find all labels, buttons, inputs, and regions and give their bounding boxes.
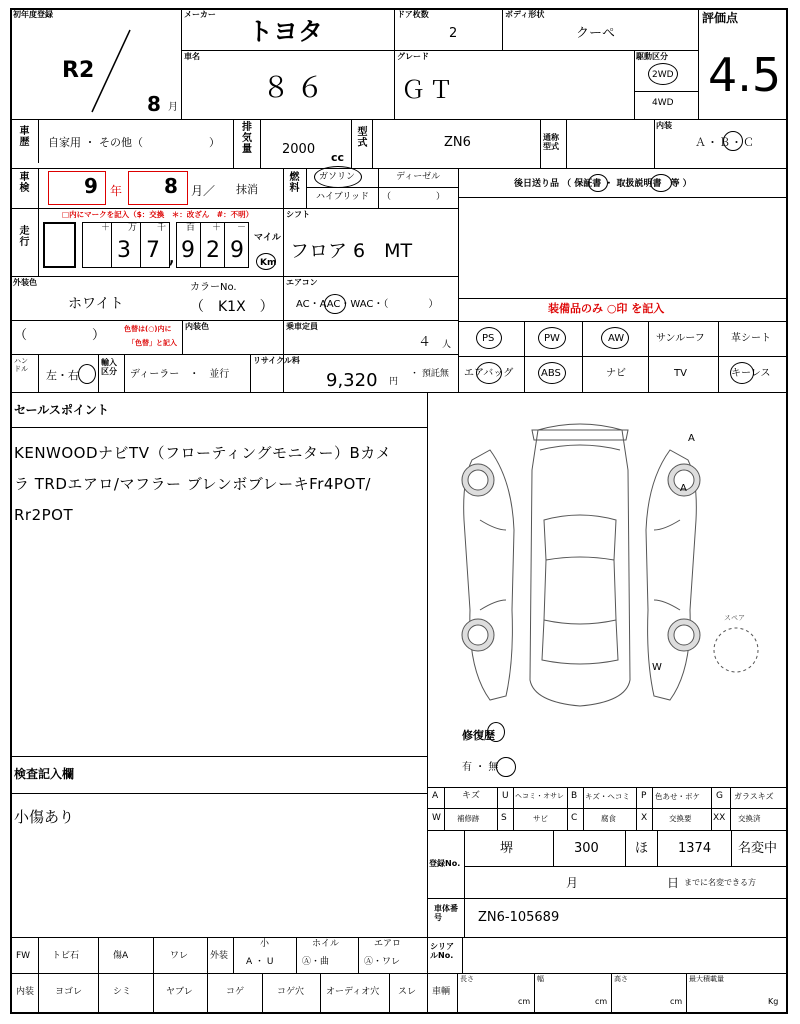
damage-mark-a1: A — [688, 433, 695, 444]
warranty-circle — [588, 174, 608, 192]
interior-label: 内装 — [16, 987, 35, 997]
drive-label: 駆動区分 — [636, 52, 668, 61]
repair-none-circle — [496, 757, 516, 777]
legend-a-code: A — [432, 791, 439, 801]
fw-chip: トビ石 — [52, 951, 80, 961]
recycle-fee: 9,320 — [326, 370, 378, 391]
chassis-label: 車体番号 — [434, 904, 458, 922]
maker: トヨタ — [248, 17, 324, 46]
drive-2wd: 2WD — [652, 70, 674, 80]
reg-month: 8 — [147, 92, 161, 116]
exterior-label: 外装 — [210, 951, 229, 961]
equip-airbag-circle — [476, 362, 502, 384]
color-change-paren: （ ） — [14, 328, 106, 343]
legend-p-code: P — [641, 791, 647, 801]
equip-tv: TV — [674, 368, 687, 379]
color-no-label: カラーNo. — [190, 282, 237, 293]
equip-leather: 革シート — [731, 333, 771, 344]
legend-b-text: キズ・ヘコミ — [585, 792, 630, 801]
displacement-label: 排気量 — [242, 122, 252, 155]
doors-label: ドア枚数 — [397, 10, 429, 19]
interior-stain: シミ — [113, 987, 132, 997]
legend-xx-text: 交換済 — [738, 814, 761, 823]
exterior-aero-opts: Ⓐ・ワレ — [364, 957, 401, 967]
score-label: 評価点 — [702, 11, 739, 25]
legend-u-code: U — [502, 791, 509, 801]
interior-burn-hole: コゲ穴 — [277, 987, 305, 997]
legend-w-code: W — [432, 813, 441, 823]
mileage-mark-box — [43, 222, 76, 268]
color-change-note-2: 「色替」と記入 — [128, 339, 177, 347]
capacity: ４ — [418, 335, 432, 350]
inspection-label: 車検 — [19, 172, 30, 194]
inspection-year: 9 — [84, 174, 98, 198]
sales-line-1: KENWOODナビTV（フローティングモニター）Bカメ — [14, 444, 392, 462]
regno-place: 堺 — [500, 841, 514, 856]
maker-label: メーカー — [184, 10, 216, 19]
fw-label: FW — [16, 951, 31, 961]
mileage-digit-3: 9 — [181, 238, 195, 263]
fuel-label: 燃料 — [289, 172, 300, 194]
recycle-unit: 円 — [389, 377, 399, 387]
legend-p-text: 色あせ・ボケ — [655, 792, 700, 801]
legend-x-text: 交換要 — [669, 814, 692, 823]
equip-ps-circle — [476, 327, 502, 349]
repair-value: 有 ・ 無 — [462, 762, 499, 773]
load-unit: Kg — [768, 997, 779, 1006]
mileage-label: 走行 — [19, 226, 30, 248]
equip-aw-circle — [601, 327, 629, 349]
equip-airbag: エアバッグ — [464, 368, 514, 379]
inspection-year-unit: 年 — [110, 184, 123, 198]
interior-dirt: ヨゴレ — [55, 987, 83, 997]
equip-abs-circle — [538, 362, 566, 384]
regno-class: 300 — [574, 841, 599, 856]
shift: フロア 6 MT — [290, 240, 413, 262]
mileage-digit-4: 2 — [206, 238, 220, 263]
reg-year: R2 — [62, 58, 95, 83]
mileage-digit-2: 7 — [146, 238, 160, 263]
repair-label-circle — [487, 722, 505, 742]
color-change-note-1: 色替は(○)内に — [124, 325, 172, 333]
mileage-minus: － — [237, 223, 247, 233]
regno-deadline: までに名変できる方 — [684, 878, 756, 887]
mileage-digit-5: 9 — [230, 238, 244, 263]
recycle-label: リサイクル料 — [253, 356, 300, 365]
chassis-number: ZN6-105689 — [478, 910, 560, 925]
handle-label: ハンドル — [14, 357, 28, 373]
legend-s-code: S — [501, 813, 507, 823]
body-type: クーペ — [576, 26, 616, 41]
inspection-month: 8 — [164, 174, 178, 198]
length-label: 長さ — [460, 975, 474, 983]
sales-line-3: Rr2POT — [14, 506, 74, 524]
inspection-notes-label: 検査記入欄 — [14, 767, 75, 781]
reg-month-unit: 月 — [168, 102, 178, 113]
width-label: 幅 — [537, 975, 544, 983]
grade-label: グレード — [397, 52, 429, 61]
legend-g-code: G — [716, 791, 723, 801]
inspection-month-unit: 月／ — [191, 184, 216, 198]
regno-transfer: 名変中 — [738, 841, 778, 856]
serial-label: シリアルNo. — [430, 942, 454, 960]
regno-number: 1374 — [678, 841, 712, 856]
after-delivery: 後日送り品 （ 保証書 ・ 取扱説明書 等 ） — [514, 179, 692, 189]
damage-mark-a2: A — [680, 483, 687, 494]
height-label: 高さ — [614, 975, 628, 983]
color-label: 外装色 — [13, 278, 37, 287]
car-damage-diagram — [440, 410, 780, 730]
equip-ps: PS — [482, 333, 495, 344]
exterior-wheel-opts: Ⓐ・曲 — [302, 957, 330, 967]
score: 4.5 — [708, 48, 782, 102]
body-label: ボディ形状 — [505, 10, 545, 19]
regno-month: 月 — [566, 876, 579, 890]
damage-mark-w: W — [652, 662, 662, 673]
size-label: 車輌 — [432, 987, 451, 997]
spare-label: スペア — [724, 614, 745, 622]
mileage-comma: , — [168, 244, 175, 269]
color-no: （ K1X ） — [190, 299, 274, 315]
fuel-gas: ガソリン — [319, 172, 356, 182]
km-circle — [256, 253, 276, 270]
type-label: 型式 — [357, 127, 368, 149]
exterior-wheel: ホイル — [312, 939, 340, 949]
inspection-notes: 小傷あり — [14, 808, 75, 826]
regno-kana: ほ — [635, 841, 649, 856]
mileage-unit-km: Km — [260, 258, 277, 268]
recycle-note: ・ 預託無 — [410, 369, 449, 379]
ac-circle — [324, 294, 346, 314]
equip-sunroof: サンルーフ — [656, 333, 705, 344]
model-code: ZN6 — [444, 135, 471, 150]
sales-line-2: ラ TRDエアロ/マフラー ブレンボブレーキFr4POT/ — [14, 475, 371, 493]
shift-label: シフト — [286, 210, 310, 219]
grade: ＧＴ — [401, 76, 457, 104]
load-label: 最大積載量 — [689, 975, 724, 983]
fw-crack: ワレ — [170, 951, 189, 961]
drive-2wd-circle — [648, 63, 678, 85]
mileage-unit-mile: マイル — [254, 233, 281, 243]
ac-options: AC・AAC・WAC・（ ） — [296, 299, 439, 310]
legend-c-text: 腐食 — [601, 814, 616, 823]
height-unit: cm — [670, 997, 683, 1006]
fw-scratch: 傷A — [113, 951, 129, 961]
interior-color-label: 内装色 — [185, 322, 209, 331]
interior-grade-circle — [723, 131, 743, 151]
manual-circle — [650, 174, 672, 192]
displacement: 2000 — [282, 142, 316, 157]
equip-abs: ABS — [541, 368, 561, 379]
length-unit: cm — [518, 997, 531, 1006]
fuel-hybrid: ハイブリッド — [316, 192, 370, 202]
legend-c-code: C — [571, 813, 578, 823]
legend-a-text: キズ — [462, 791, 480, 801]
equip-keyless: キーレス — [731, 368, 771, 379]
capacity-label: 乗車定員 — [286, 322, 318, 331]
handle: 左・右 — [46, 369, 79, 382]
use-type: 自家用 ・ その他（ ） — [48, 136, 220, 149]
reg-slash — [88, 28, 134, 114]
doors: 2 — [449, 26, 458, 41]
fuel-gas-circle — [314, 166, 362, 188]
color: ホワイト — [68, 296, 124, 312]
interior-grade-label: 内装 — [656, 121, 672, 130]
interior-tear: ヤブレ — [166, 987, 193, 997]
fuel-other: （ ） — [382, 192, 446, 202]
legend-b-code: B — [571, 791, 578, 801]
cancel-label: 抹消 — [236, 183, 258, 196]
tsusho-label: 通称型式 — [543, 133, 559, 151]
interior-wear: スレ — [398, 987, 417, 997]
legend-w-text: 補修跡 — [457, 814, 480, 823]
regno-day: 日 — [667, 876, 680, 890]
import-label: 輸入区分 — [101, 358, 117, 376]
repair-label: 修復歴 — [462, 729, 495, 742]
mileage-note: □内にマークを記入（$：交換 ＊：改ざん #：不明） — [62, 210, 254, 219]
mileage-man: 万 — [128, 223, 138, 233]
name-label: 車名 — [184, 52, 200, 61]
equip-pw: PW — [544, 333, 560, 344]
fuel-diesel: ディーゼル — [396, 172, 441, 182]
width-unit: cm — [595, 997, 608, 1006]
legend-x-code: X — [641, 813, 648, 823]
history-label: 車歴 — [19, 126, 30, 148]
import: ディーラー ・ 並行 — [130, 369, 230, 380]
mileage-plus-2: ＋ — [212, 223, 222, 233]
mileage-digit-1: 3 — [117, 238, 131, 263]
displacement-unit: cc — [331, 151, 345, 164]
exterior-small-opts: A ・ U — [246, 957, 274, 967]
reg-label: 初年度登録 — [13, 10, 53, 19]
exterior-small: 小 — [260, 939, 270, 949]
mileage-sen: 千 — [157, 223, 167, 233]
drive-4wd: 4WD — [652, 98, 674, 108]
equipment-note: 装備品のみ ○印 を記入 — [548, 302, 665, 315]
equip-pw-circle — [538, 327, 566, 349]
ac-label: エアコン — [286, 278, 318, 287]
legend-s-text: サビ — [533, 814, 548, 823]
interior-audio-hole: オーディオ穴 — [326, 987, 380, 997]
legend-g-text: ガラスキズ — [734, 792, 774, 801]
mileage-hyaku: 百 — [186, 223, 196, 233]
handle-circle — [78, 364, 96, 384]
interior-grade: Ａ・Ｂ・Ｃ — [695, 136, 755, 149]
legend-xx-code: XX — [713, 813, 726, 823]
capacity-unit: 人 — [442, 340, 452, 350]
regno-label: 登録No. — [429, 859, 461, 868]
legend-u-text: ヘコミ・オサレ — [515, 792, 564, 800]
equip-navi: ナビ — [606, 368, 626, 379]
sales-point-label: セールスポイント — [14, 403, 109, 417]
inspection-month-box — [128, 171, 188, 205]
equip-aw: AW — [608, 333, 625, 344]
exterior-aero: エアロ — [374, 939, 402, 949]
equip-keyless-circle — [730, 362, 754, 384]
car-name: ８６ — [262, 71, 331, 104]
mileage-plus: ＋ — [101, 223, 111, 233]
interior-burn: コゲ — [226, 987, 245, 997]
